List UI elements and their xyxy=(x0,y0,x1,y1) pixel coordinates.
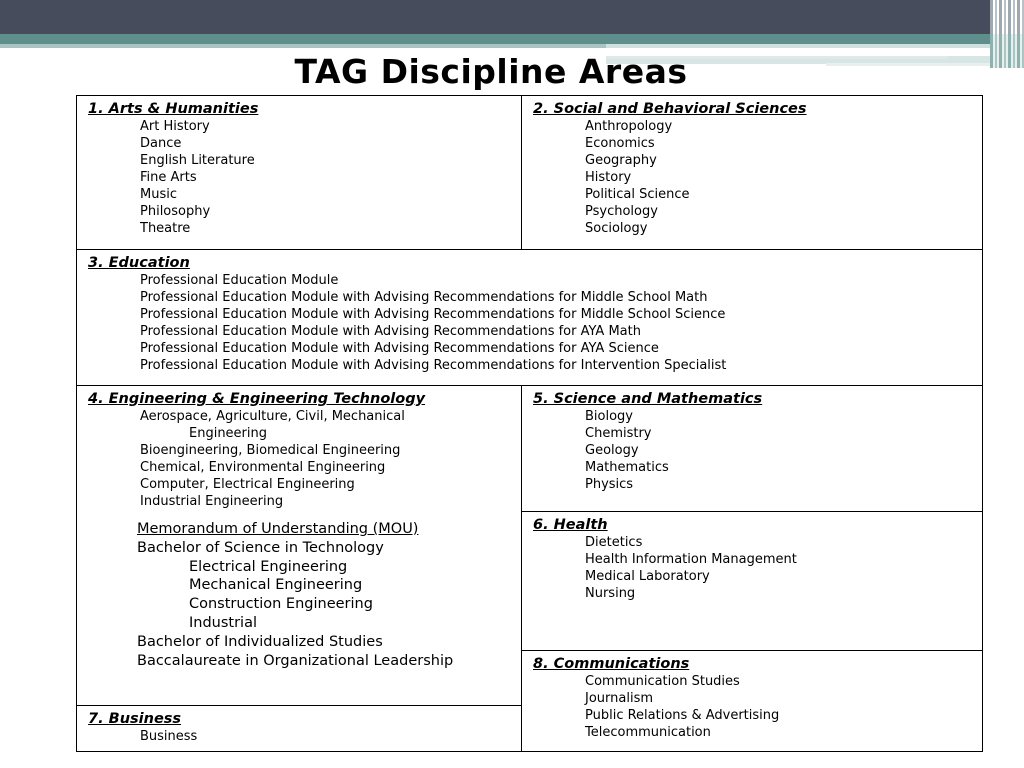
list-item: Nursing xyxy=(585,586,636,601)
list-item: Music xyxy=(140,187,177,202)
list-item: Art History xyxy=(140,119,210,134)
list-item: Philosophy xyxy=(140,204,211,219)
list-item: Geology xyxy=(585,443,639,458)
list-item: Professional Education Module xyxy=(140,273,339,288)
list-item: Professional Education Module with Advising Recommendations for Middle School Science xyxy=(140,307,726,322)
area-heading: 8. Communications xyxy=(533,656,690,672)
area-social-behavioral xyxy=(521,95,983,250)
area-item-list xyxy=(585,534,982,602)
list-item: English Literature xyxy=(140,153,255,168)
list-item: Professional Education Module with Advising Recommendations for Middle School Math xyxy=(140,290,708,305)
list-item: Political Science xyxy=(585,187,690,202)
area-engineering xyxy=(76,385,522,706)
area-heading: 4. Engineering & Engineering Technology xyxy=(88,391,426,407)
list-item: Journalism xyxy=(585,691,654,706)
list-item: Chemistry xyxy=(585,426,652,441)
mou-title: Memorandum of Understanding (MOU) xyxy=(137,521,419,537)
area-communications xyxy=(521,650,983,752)
slide-title: TAG Discipline Areas xyxy=(294,52,688,91)
list-item: Theatre xyxy=(140,221,191,236)
area-item-list xyxy=(585,118,982,237)
area-item-list xyxy=(140,118,521,237)
list-item: Computer, Electrical Engineering xyxy=(140,477,355,492)
area-item-list xyxy=(140,728,521,745)
list-item: Chemical, Environmental Engineering xyxy=(140,460,386,475)
list-item: Psychology xyxy=(585,204,658,219)
area-heading: 2. Social and Behavioral Sciences xyxy=(533,101,807,117)
list-item: Professional Education Module with Advising Recommendations for AYA Science xyxy=(140,341,659,356)
area-business xyxy=(76,705,522,752)
list-item: Professional Education Module with Advising Recommendations for AYA Math xyxy=(140,324,641,339)
list-item: Geography xyxy=(585,153,657,168)
list-item: Health Information Management xyxy=(585,552,797,567)
area-science-math xyxy=(521,385,983,512)
list-item: Mathematics xyxy=(585,460,669,475)
header-stripes-teal xyxy=(990,34,1024,68)
list-item: Engineering xyxy=(189,426,267,441)
area-heading: 5. Science and Mathematics xyxy=(533,391,763,407)
mou-line: Industrial xyxy=(189,614,258,631)
list-item: Dietetics xyxy=(585,535,643,550)
mou-line: Construction Engineering xyxy=(189,596,373,613)
list-item: Business xyxy=(140,729,198,744)
mou-line: Baccalaureate in Organizational Leadership xyxy=(137,652,454,669)
area-heading: 1. Arts & Humanities xyxy=(88,101,259,117)
list-item: Public Relations & Advertising xyxy=(585,708,780,723)
list-item: Economics xyxy=(585,136,655,151)
area-heading: 6. Health xyxy=(533,517,608,533)
area-item-list xyxy=(140,408,521,510)
list-item: Fine Arts xyxy=(140,170,197,185)
mou-line: Mechanical Engineering xyxy=(189,577,363,594)
list-item: Bioengineering, Biomedical Engineering xyxy=(140,443,401,458)
area-item-list xyxy=(585,673,982,741)
mou-line: Electrical Engineering xyxy=(189,558,348,575)
area-arts-humanities xyxy=(76,95,522,250)
mou-block xyxy=(137,520,521,670)
list-item: Industrial Engineering xyxy=(140,494,284,509)
list-item: Aerospace, Agriculture, Civil, Mechanical xyxy=(140,409,405,424)
area-heading: 7. Business xyxy=(88,711,182,727)
mou-line: Bachelor of Individualized Studies xyxy=(137,633,383,650)
list-item: Sociology xyxy=(585,221,648,236)
list-item: Communication Studies xyxy=(585,674,740,689)
list-item: Medical Laboratory xyxy=(585,569,710,584)
list-item: Professional Education Module with Advising Recommendations for Intervention Specialist xyxy=(140,358,727,373)
area-education xyxy=(76,249,983,386)
list-item: Dance xyxy=(140,136,182,151)
area-item-list xyxy=(140,272,982,374)
area-health xyxy=(521,511,983,651)
header-band-teal xyxy=(0,34,1024,44)
area-heading: 3. Education xyxy=(88,255,190,271)
list-item: History xyxy=(585,170,632,185)
area-item-list xyxy=(585,408,982,493)
list-item: Anthropology xyxy=(585,119,673,134)
list-item: Telecommunication xyxy=(585,725,711,740)
list-item: Physics xyxy=(585,477,634,492)
list-item: Biology xyxy=(585,409,633,424)
mou-line: Bachelor of Science in Technology xyxy=(137,539,384,556)
header-band-dark xyxy=(0,0,1024,34)
